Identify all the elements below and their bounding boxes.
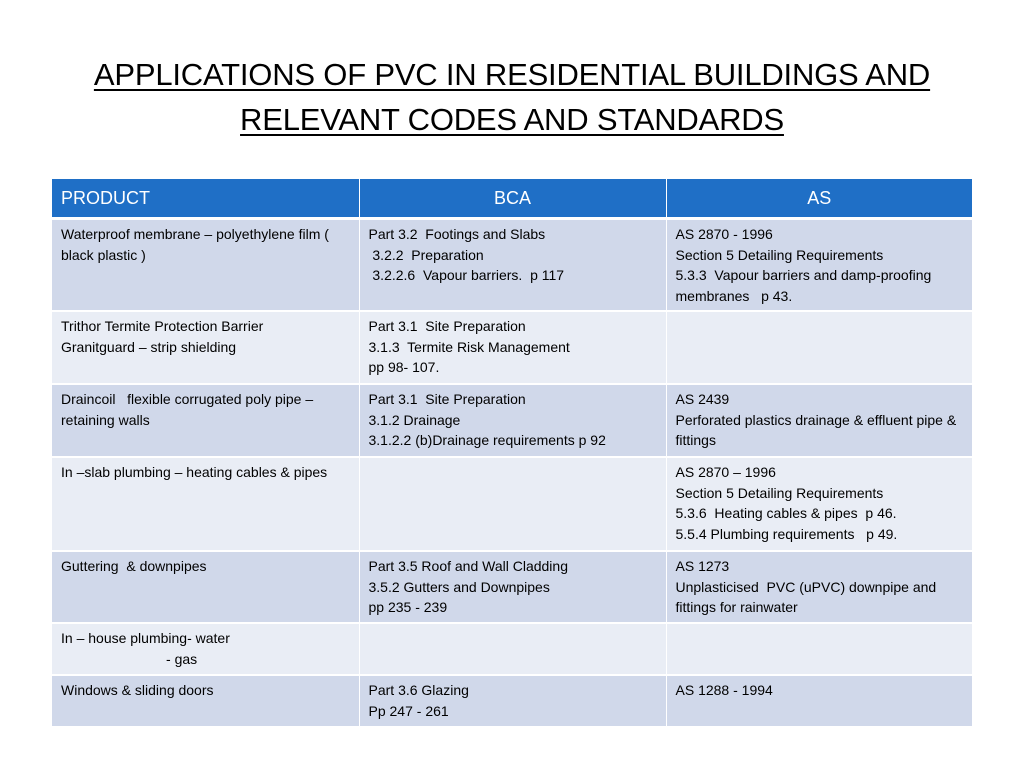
- cell-bca: Part 3.6 Glazing Pp 247 - 261: [359, 675, 666, 727]
- cell-as: [666, 311, 972, 384]
- cell-bca: [359, 457, 666, 551]
- cell-as: AS 1288 - 1994: [666, 675, 972, 727]
- cell-product: Guttering & downpipes: [52, 551, 359, 623]
- cell-bca: Part 3.2 Footings and Slabs 3.2.2 Preparation 3.2.2.6 Vapour barriers. p 117: [359, 219, 666, 312]
- cell-bca: Part 3.1 Site Preparation 3.1.3 Termite Risk Management pp 98- 107.: [359, 311, 666, 384]
- slide-title: [40, 52, 984, 142]
- cell-as: AS 1273 Unplasticised PVC (uPVC) downpipe and fittings for rainwater: [666, 551, 972, 623]
- cell-bca: Part 3.5 Roof and Wall Cladding 3.5.2 Gutters and Downpipes pp 235 - 239: [359, 551, 666, 623]
- table-header-row: [52, 179, 972, 219]
- cell-as: AS 2870 - 1996 Section 5 Detailing Requirements 5.3.3 Vapour barriers and damp-proofing membranes p 43.: [666, 219, 972, 312]
- cell-bca: [359, 623, 666, 675]
- table-row: [52, 551, 972, 623]
- cell-product: Waterproof membrane – polyethylene film ( black plastic ): [52, 219, 359, 312]
- table-row: [52, 219, 972, 312]
- table-row: [52, 457, 972, 551]
- slide-title-line-2: RELEVANT CODES AND STANDARDS: [240, 102, 784, 137]
- cell-product: Windows & sliding doors: [52, 675, 359, 727]
- table-row: [52, 623, 972, 675]
- header-bca: BCA: [359, 179, 666, 219]
- table-row: [52, 384, 972, 457]
- standards-table: [52, 179, 972, 728]
- cell-product: In –slab plumbing – heating cables & pipes: [52, 457, 359, 551]
- slide-title-line-1: APPLICATIONS OF PVC IN RESIDENTIAL BUILDINGS AND: [93, 57, 931, 92]
- cell-product: In – house plumbing- water - gas: [52, 623, 359, 675]
- table-row: [52, 675, 972, 727]
- cell-as: [666, 623, 972, 675]
- cell-product: Draincoil flexible corrugated poly pipe – retaining walls: [52, 384, 359, 457]
- cell-product: Trithor Termite Protection Barrier Granitguard – strip shielding: [52, 311, 359, 384]
- header-as: AS: [666, 179, 972, 219]
- table-row: [52, 311, 972, 384]
- cell-as: AS 2870 – 1996 Section 5 Detailing Requirements 5.3.6 Heating cables & pipes p 46. 5.5.4 Plumbing requirements p 49.: [666, 457, 972, 551]
- header-product: PRODUCT: [52, 179, 359, 219]
- cell-bca: Part 3.1 Site Preparation 3.1.2 Drainage 3.1.2.2 (b)Drainage requirements p 92: [359, 384, 666, 457]
- cell-as: AS 2439 Perforated plastics drainage & effluent pipe & fittings: [666, 384, 972, 457]
